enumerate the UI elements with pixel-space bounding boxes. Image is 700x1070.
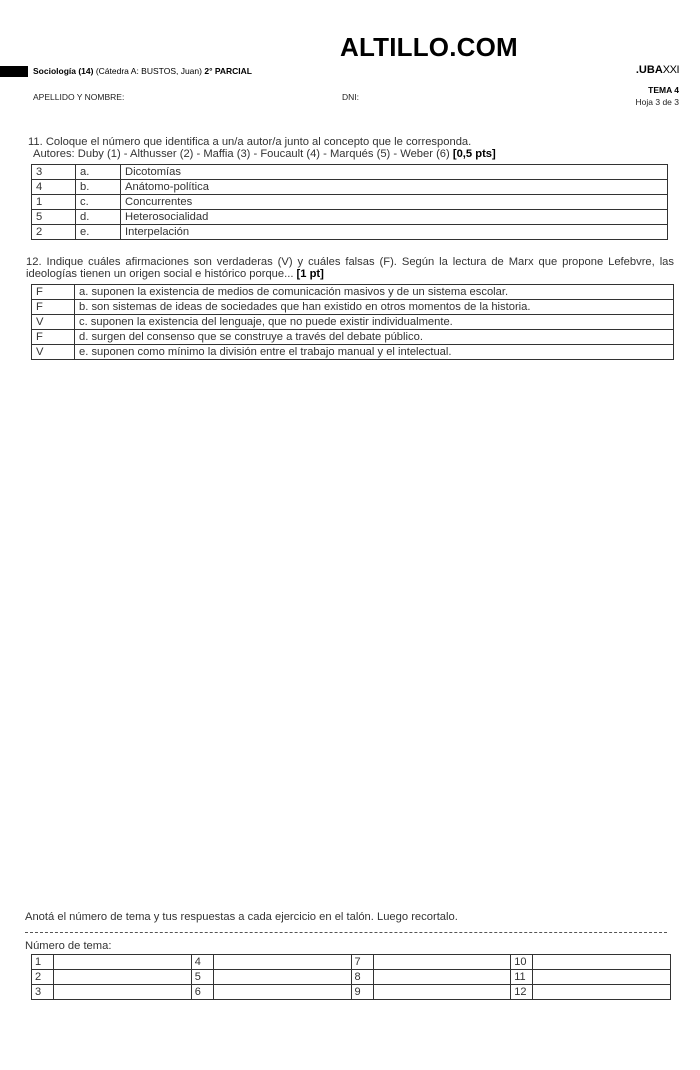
answer-cell: 5 — [32, 210, 76, 225]
page-counter: Hoja 3 de 3 — [635, 97, 679, 107]
answer-cell: 3 — [32, 165, 76, 180]
question-11-prompt: 11. Coloque el número que identifica a un/a autor/a junto al concepto que le corresponda. — [28, 136, 472, 148]
letter-cell: a. — [76, 165, 121, 180]
answer-cell: F — [32, 330, 75, 345]
name-label: APELLIDO Y NOMBRE: — [33, 92, 125, 102]
letter-cell: e. — [76, 225, 121, 240]
question-number: 5 — [191, 970, 213, 985]
question-number: 9 — [351, 985, 373, 1000]
answer-box[interactable] — [533, 985, 671, 1000]
table-row — [32, 285, 674, 300]
course-line — [33, 66, 252, 76]
answer-cell: 2 — [32, 225, 76, 240]
table-row — [32, 225, 668, 240]
table-row — [32, 165, 668, 180]
table-row — [32, 955, 671, 970]
statement-cell: d. surgen del consenso que se construye a través del debate público. — [75, 330, 674, 345]
question-11-points: [0,5 pts] — [452, 148, 496, 160]
question-12-points: [1 pt] — [296, 268, 324, 280]
question-number: 11 — [511, 970, 533, 985]
table-row — [32, 985, 671, 1000]
answer-box[interactable] — [373, 970, 511, 985]
statement-cell: c. suponen la existencia del lenguaje, que no puede existir individualmente. — [75, 315, 674, 330]
answer-grid — [31, 954, 671, 1000]
tema-label: TEMA 4 — [648, 85, 679, 95]
answer-box[interactable] — [373, 985, 511, 1000]
answer-box[interactable] — [213, 970, 351, 985]
question-12-prompt: 12. Indique cuáles afirmaciones son verdaderas (V) y cuáles falsas (F). Según la lectura de Marx que propone Lefebvre, las ideologías tienen un origen social e histórico porque... — [26, 256, 674, 280]
exam-name: 2° PARCIAL — [204, 66, 252, 76]
answer-cell: F — [32, 300, 75, 315]
statement-cell: b. son sistemas de ideas de sociedades que han existido en otros momentos de la historia. — [75, 300, 674, 315]
course-chair: (Cátedra A: BUSTOS, Juan) — [93, 66, 205, 76]
talon-instructions: Anotá el número de tema y tus respuestas a cada ejercicio en el talón. Luego recortalo. — [25, 911, 458, 923]
statement-cell: a. suponen la existencia de medios de comunicación masivos y de un sistema escolar. — [75, 285, 674, 300]
concept-cell: Heterosocialidad — [121, 210, 668, 225]
answer-box[interactable] — [373, 955, 511, 970]
letter-cell: b. — [76, 180, 121, 195]
table-row — [32, 300, 674, 315]
answer-cell: V — [32, 345, 75, 360]
question-12 — [26, 256, 674, 280]
question-number: 8 — [351, 970, 373, 985]
dni-label: DNI: — [342, 92, 359, 102]
answer-cell: F — [32, 285, 75, 300]
table-row — [32, 970, 671, 985]
concept-cell: Anátomo-política — [121, 180, 668, 195]
question-number: 2 — [32, 970, 54, 985]
table-row — [32, 195, 668, 210]
answer-box[interactable] — [533, 970, 671, 985]
answer-box[interactable] — [213, 955, 351, 970]
question-12-table — [31, 284, 674, 360]
question-number: 3 — [32, 985, 54, 1000]
question-11-table — [31, 164, 668, 240]
concept-cell: Dicotomías — [121, 165, 668, 180]
authors-list: Autores: Duby (1) - Althusser (2) - Maffia (3) - Foucault (4) - Marqués (5) - Weber (6) — [33, 148, 453, 160]
question-number: 6 — [191, 985, 213, 1000]
course-name: Sociología (14) — [33, 66, 94, 76]
letter-cell: c. — [76, 195, 121, 210]
answer-box[interactable] — [533, 955, 671, 970]
uba-xxi-logo — [636, 64, 679, 76]
answer-cell: 1 — [32, 195, 76, 210]
answer-box[interactable] — [213, 985, 351, 1000]
question-11-authors — [28, 148, 673, 160]
black-marker-bar — [0, 66, 28, 77]
question-number: 4 — [191, 955, 213, 970]
logo-suffix: XXI — [662, 64, 679, 76]
letter-cell: d. — [76, 210, 121, 225]
site-title: ALTILLO.COM — [340, 32, 518, 62]
statement-cell: e. suponen como mínimo la división entre el trabajo manual y el intelectual. — [75, 345, 674, 360]
answer-box[interactable] — [54, 970, 192, 985]
question-number: 10 — [511, 955, 533, 970]
answer-box[interactable] — [54, 955, 192, 970]
question-number: 12 — [511, 985, 533, 1000]
concept-cell: Interpelación — [121, 225, 668, 240]
cut-line — [25, 932, 667, 933]
table-row — [32, 345, 674, 360]
answer-cell: 4 — [32, 180, 76, 195]
table-row — [32, 315, 674, 330]
tema-number-label: Número de tema: — [25, 940, 112, 952]
answer-cell: V — [32, 315, 75, 330]
table-row — [32, 330, 674, 345]
question-number: 7 — [351, 955, 373, 970]
question-11 — [28, 136, 673, 160]
concept-cell: Concurrentes — [121, 195, 668, 210]
question-number: 1 — [32, 955, 54, 970]
answer-box[interactable] — [54, 985, 192, 1000]
table-row — [32, 180, 668, 195]
table-row — [32, 210, 668, 225]
logo-main: .UBA — [635, 64, 663, 76]
